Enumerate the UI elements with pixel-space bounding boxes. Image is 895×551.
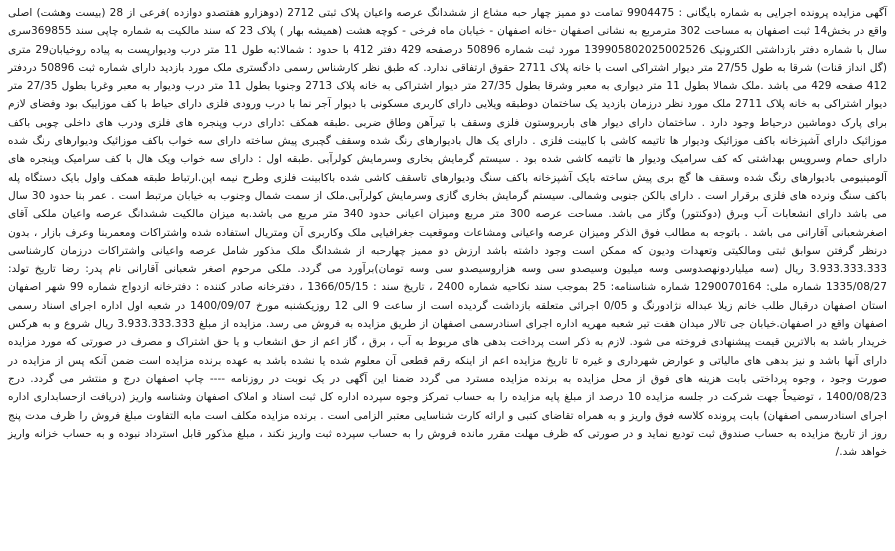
notice-body-text: آگهی مزایده پرونده اجرایی به شماره بایگانی : 9904475 تمامت دو ممیز چهار حبه مشاع از ششدانگ عرصه واعیان پلاک ثبتی 2712 (دوهزارو هفتصدو دوازده )فرعی از 28 (بیست وهشت) اصلی واقع در بخش14 ثبت اصفهان به مساحت 302 مترمربع به نشانی اصفهان -خانه اصفهان - خیابان ماه فرخی - کوچه هشت (همیشه بهار ) پلاک 23 که سند مالکیت به شماره چاپی سند 369855سری سال با شماره دفتر بازداشتی الکترونیک 139905802025002526 مورد ثبت شماره 50896 درصفحه 429 دفتر 412 با حدود : شمالا:به طول 11 متر درب وديوارپست به پیاده روخیابان29 متری (گل انداز قنات) شرقا به طول 27/55 متر دیوار اشتراکی است با خانه پلاک 2711 حقوق ارتفاقی ندارد. که طبق نظر کارشناس رسمی دادگستری ملک مورد بازدید دارای شماره ثبت 50896 دردفتر 412 صفحه 429 می باشد .ملک شمالا بطول 11 متر دیواری به معبر وشرقا بطول 27/35 متر دیوار اشتراکی به خانه پلاک 2713 وجنوبا بطول 11 متر درب ودیوار به معبر وغربا بطول 27/35 متر دیوار اشتراکی به خانه پلاک 2711 ملک مورد نظر درزمان بازدید یک ساختمان دوطبقه ویلایی دارای کاربری مسکونی با دیوار آجر نما با درب ورودی فلزی دارای حیاط با کف موزاییک بود وفضای لازم برای پارک دوماشین درحیاط وجود دارد . ساختمان دارای دیوار های باربروستون فلزی وسقف با تیرآهن وطاق ضربی .طبقه همکف :دارای درب وپنجره های فلزی ودرب های داخلی چوبی باکف موزائیک دارای آشپزخانه باکف موزائیک وديوار ها تاتیمه کاشی با کابینت فلزی . دارای یک هال بادیوارهای رنگ شده وسقف گچبری پیش ساخته دارای سه خواب باکف موزائیک وديوارهای رنگ شده دارای حمام وسرویس بهداشتی که کف سرامیک وديوار ها تاتیمه کاشی شده بود . سیستم گرمایش بخاری وسرمایش کولرآبی .طبقه اول : دارای سه خواب ویک هال با کف سرامیک وپنجره های آلومینیومی باديوارهای رنگ شده وسقف ها گچ بری پیش ساخته بایک آشپزخانه باکف سنگ ودیوارهای تاسقف کاشی شده باکابینت فلزی وطرح نیمه اپن.ارتباط طبقه همکف واول بایک دستگاه پله باکف سنگ ونرده های فلزی برقرار است . دارای بالکن جنوبی وشمالی. سیستم گرمایش بخاری گازی وسرمایش کولرآبی.ملک از سمت شمال وجنوب به خیابان مرتبط است . عمر بنا حدود 30 سال می باشد دارای انشعابات آب وبرق (دوکنتور) وگاز می باشد. مساحت عرصه 300 متر مربع ومیزان اعیانی حدود 340 متر مربع می باشد.به میزان مالکیت ششدانگ عرصه واعیان ملکی آقای اصغرشعبانی آقارانی می باشد . باتوجه به مطالب فوق الذکر ومیزان عرصه واعیانی ومشاعات وموقعیت جغرافیایی ملک وکاربری آن ومتریال استفاده شده واشتراکات ومعمربنا وعرف بازار ، بدون درنظر گرفتن سوابق ثبتی ومالکیتی وتعهدات ودیون که ممکن است وجود داشته باشد ارزش دو ممیز چهارحبه از ششدانگ ملک مذکور شامل عرصه واعیانی واشتراکات درزمان کارشناسی 3.933.333.333 ریال (سه میلیاردونهصدوسی وسه میلیون وسیصدو سی وسه هزاروسیصدو سی وسه تومان)برآورد می گردد. ملکی مرحوم اصغر شعبانی آقارانی نام پدر: رضا تاریخ تولد: 1335/08/27 شماره ملی: 1290070164 شماره شناسنامه: 25 بموجب سند نکاحیه شماره 2400 ، تاریخ سند : 1366/05/15 ، دفترخانه صادر کننده : دفترخانه ازدواج شماره 99 شهر اصفهان استان اصفهان درقبال طلب خانم زیلا عبداله نژادورنگ و 0/05 اجرائی متعلقه بازداشت گردیده است از ساعت 9 الی 12 روزیکشنبه مورخ 1400/09/07 در شعبه اول اداره اجرای اسناد رسمی اصفهان واقع در اصفهان.خیابان جی تالار میدان هفت تیر شعبه مهریه اداره اجرای اسنادرسمی اصفهان از طریق مزایده به فروش می رسد. مزایده از مبلغ 3.933.333.333 ریال شروع و به هرکس خریدار باشد به بالاترین قیمت پیشنهادی فروخته می شود. لازم به ذکر است پرداخت بدهی های مربوط به آب ، برق ، گاز اعم از حق انشعاب و یا حق اشتراک و مصرف در صورتی که مورد مزایده دارای آنها باشد و نیز بدهی های مالیاتی و عوارض شهرداری و غیره تا تاریخ مزایده اعم از اینکه رقم قطعی آن معلوم شده یا نشده باشد به عهده برنده مزایده است ضمن آنکه پس از مزایده در صورت وجود ، وجوه پرداختی بابت هزینه های فوق از محل مزایده به برنده مزایده مسترد می گردد ضمنا این آگهی در یک نوبت در روزنامه ---- چاپ اصفهان درج و منتشر می گردد. درج 1400/08/23 ، توضیحاً جهت شرکت در جلسه مزایده 10 درصد از مبلغ پایه مزایده را به حساب تمرکز وجوه سپرده اداره کل ثبت اسناد و املاک اصفهان وشناسه واریز (دریافت ازحسابداری اداره اجرای اسنادرسمی اصفهان) بابت پرونده کلاسه فوق واریز و به همراه تقاضای کتبی و ارائه کارت شناسایی معتبر الزامی است . برنده مزایده مکلف است مابه التفاوت مبلغ فروش را ظرف مدت پنج روز از تاریخ مزایده به حساب صندوق ثبت تودیع نماید و در صورتی که ظرف مهلت مقرر مانده فروش را به حساب سپرده ثبت واریز نکند ، مبلغ مذکور قابل استرداد نبوده و به حساب خزانه واریز خواهد شد./ bbox=[8, 7, 888, 459]
